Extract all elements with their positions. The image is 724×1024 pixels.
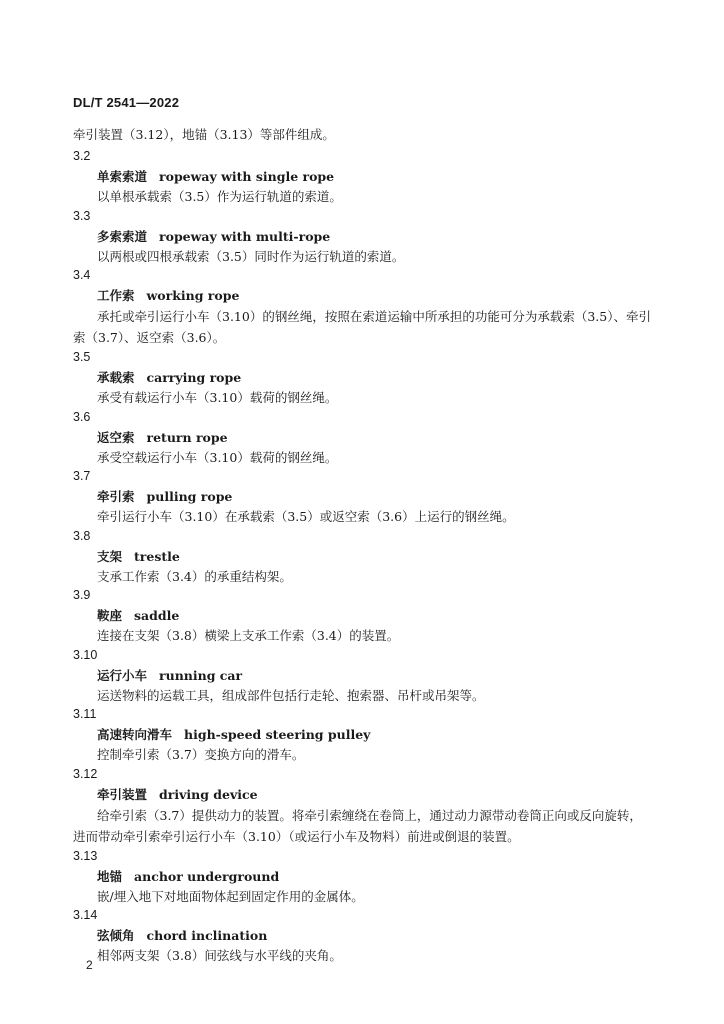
term-english-name: saddle xyxy=(134,608,180,623)
term-entry xyxy=(73,705,653,765)
term-entry xyxy=(73,527,653,587)
term-number: 3.10 xyxy=(73,647,98,662)
term-english-name: anchor underground xyxy=(134,868,280,884)
term-entry xyxy=(73,408,653,468)
term-definition: 牵引运行小车（3.10）在承载索（3.5）或返空索（3.6）上运行的钢丝绳。 xyxy=(97,509,515,524)
term-entry xyxy=(73,348,653,408)
term-chinese-name: 弦倾角 xyxy=(97,928,135,943)
term-definition: 给牵引索（3.7）提供动力的装置。将牵引索缠绕在卷筒上，通过动力源带动卷筒正向或反向旋转，进而带动牵引索牵引运行小车（3.10）（或运行小车及物料）前进或倒退的装置。 xyxy=(73,807,642,844)
term-number: 3.5 xyxy=(73,350,91,364)
term-english-name: high-speed steering pulley xyxy=(184,727,371,742)
term-english-name: running car xyxy=(159,667,243,683)
term-number: 3.8 xyxy=(73,528,91,543)
term-definition: 控制牵引索（3.7）变换方向的滑车。 xyxy=(97,747,305,762)
term-chinese-name: 承载索 xyxy=(97,370,135,385)
term-entry xyxy=(73,586,653,646)
term-definition: 承受有载运行小车（3.10）载荷的钢丝绳。 xyxy=(97,390,338,405)
term-number: 3.11 xyxy=(73,707,97,721)
term-entry xyxy=(73,207,653,267)
term-definition: 承托或牵引运行小车（3.10）的钢丝绳，按照在索道运输中所承担的功能可分为承载索（3.5）、牵引索（3.7）、返空索（3.6）。 xyxy=(73,309,651,345)
term-english-name: ropeway with single rope xyxy=(159,169,335,184)
term-english-name: pulling rope xyxy=(146,489,233,504)
term-number: 3.14 xyxy=(73,908,98,922)
term-title xyxy=(73,427,653,448)
term-title xyxy=(73,724,653,745)
term-title xyxy=(73,866,653,887)
term-number: 3.6 xyxy=(73,409,91,424)
term-title xyxy=(73,285,653,306)
term-english-name: driving device xyxy=(159,786,258,802)
term-definition: 嵌/埋入地下对地面物体起到固定作用的金属体。 xyxy=(97,888,364,904)
term-number: 3.7 xyxy=(73,469,91,483)
terms-list xyxy=(73,147,653,966)
term-definition: 运送物料的运载工具，组成部件包括行走轮、抱索器、吊杆或吊架等。 xyxy=(97,687,485,703)
term-number: 3.4 xyxy=(73,268,91,282)
term-title xyxy=(73,226,653,247)
term-definition: 连接在支架（3.8）横梁上支承工作索（3.4）的装置。 xyxy=(97,628,400,643)
term-english-name: chord inclination xyxy=(146,928,268,943)
term-title xyxy=(73,925,653,946)
term-entry xyxy=(73,646,653,706)
term-number: 3.2 xyxy=(73,149,91,163)
term-entry xyxy=(73,266,653,348)
term-chinese-name: 鞍座 xyxy=(97,608,123,623)
term-entry xyxy=(73,467,653,527)
term-english-name: working rope xyxy=(146,288,240,303)
term-english-name: return rope xyxy=(146,429,228,445)
term-definition: 承受空载运行小车（3.10）载荷的钢丝绳。 xyxy=(97,449,338,465)
term-title xyxy=(73,486,653,507)
term-title xyxy=(73,546,653,567)
term-entry xyxy=(73,765,653,847)
term-definition: 支承工作索（3.4）的承重结构架。 xyxy=(97,568,292,584)
term-english-name: carrying rope xyxy=(146,370,242,385)
term-number: 3.3 xyxy=(73,208,91,223)
term-title xyxy=(73,367,653,388)
term-definition: 相邻两支架（3.8）间弦线与水平线的夹角。 xyxy=(97,948,342,963)
term-chinese-name: 牵引索 xyxy=(97,489,135,504)
term-number: 3.9 xyxy=(73,588,91,602)
term-title xyxy=(73,605,653,626)
term-chinese-name: 支架 xyxy=(97,548,123,564)
intro-paragraph: 牵引装置（3.12），地锚（3.13）等部件组成。 xyxy=(73,127,335,142)
term-title xyxy=(73,784,653,805)
term-chinese-name: 牵引装置 xyxy=(97,786,148,802)
term-chinese-name: 地锚 xyxy=(97,868,123,884)
term-chinese-name: 单索索道 xyxy=(97,169,148,184)
term-chinese-name: 工作索 xyxy=(97,288,135,303)
term-number: 3.12 xyxy=(73,766,98,781)
term-chinese-name: 运行小车 xyxy=(97,667,148,683)
term-entry xyxy=(73,906,653,966)
term-english-name: ropeway with multi-rope xyxy=(159,228,331,244)
document-header-id: DL/T 2541—2022 xyxy=(73,95,180,110)
term-chinese-name: 多索索道 xyxy=(97,228,148,244)
term-definition: 以两根或四根承载索（3.5）同时作为运行轨道的索道。 xyxy=(97,248,405,264)
term-chinese-name: 返空索 xyxy=(97,429,135,445)
term-number: 3.13 xyxy=(73,848,98,863)
term-title xyxy=(73,166,653,187)
term-definition: 以单根承载索（3.5）作为运行轨道的索道。 xyxy=(97,189,342,204)
term-english-name: trestle xyxy=(134,548,180,564)
term-entry xyxy=(73,147,653,207)
term-title xyxy=(73,665,653,686)
term-chinese-name: 高速转向滑车 xyxy=(97,727,173,742)
page-number: 2 xyxy=(86,958,93,972)
term-entry xyxy=(73,847,653,907)
